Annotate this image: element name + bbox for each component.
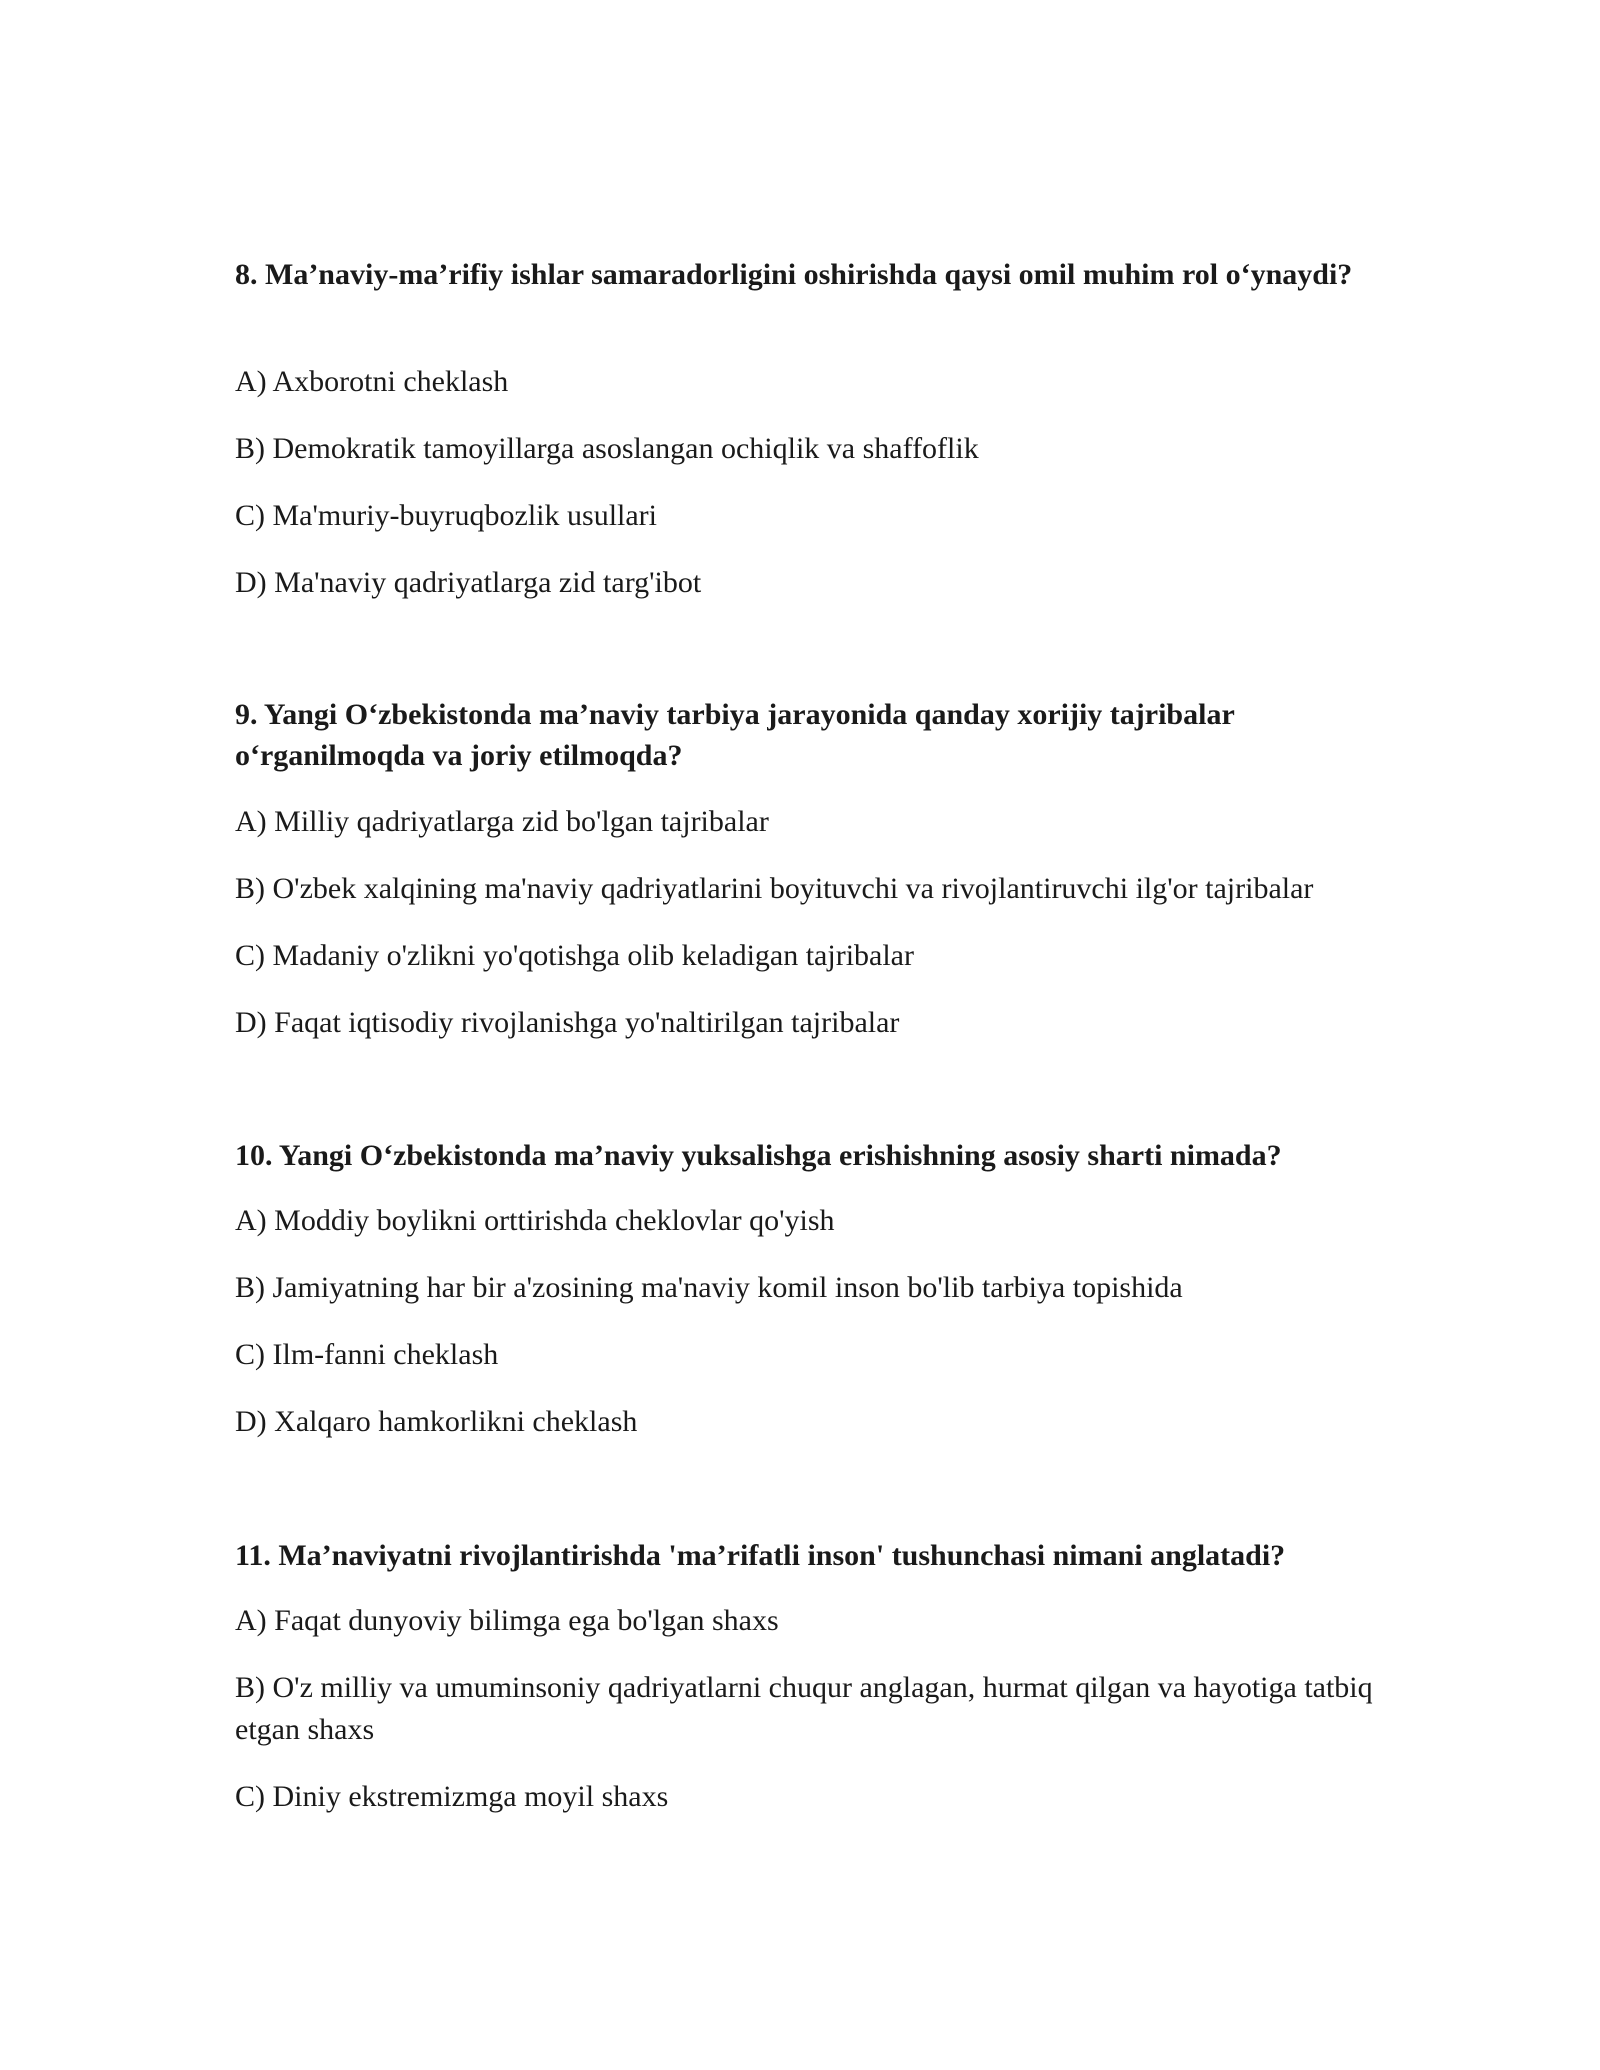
- answer-option-b: B) O'zbek xalqining ma'naviy qadriyatlarini boyituvchi va rivojlantiruvchi ilg'or tajribalar: [235, 872, 1314, 905]
- answer-option-d: D) Faqat iqtisodiy rivojlanishga yo'naltirilgan tajribalar: [235, 1006, 900, 1039]
- question-block-9: [235, 694, 1375, 1039]
- answer-option-b: B) O'z milliy va umuminsoniy qadriyatlarni chuqur anglagan, hurmat qilgan va hayotiga tatbiq etgan shaxs: [235, 1671, 1373, 1746]
- answer-option-b: B) Demokratik tamoyillarga asoslangan ochiqlik va shaffoflik: [235, 432, 979, 465]
- answer-option-c: C) Ilm-fanni cheklash: [235, 1338, 499, 1371]
- answer-option-c: C) Madaniy o'zlikni yo'qotishga olib keladigan tajribalar: [235, 939, 914, 972]
- answer-option-d: D) Ma'naviy qadriyatlarga zid targ'ibot: [235, 566, 702, 599]
- answer-option-d: D) Xalqaro hamkorlikni cheklash: [235, 1405, 638, 1438]
- answer-option-a: A) Moddiy boylikni orttirishda cheklovlar qo'yish: [235, 1204, 835, 1237]
- answer-option-c: C) Ma'muriy-buyruqbozlik usullari: [235, 499, 658, 532]
- answer-option-c: C) Diniy ekstremizmga moyil shaxs: [235, 1780, 669, 1813]
- answer-option-a: A) Milliy qadriyatlarga zid bo'lgan tajribalar: [235, 805, 769, 838]
- answer-option-a: A) Axborotni cheklash: [235, 365, 509, 398]
- question-block-11: [235, 1535, 1375, 1813]
- answer-option-b: B) Jamiyatning har bir a'zosining ma'naviy komil inson bo'lib tarbiya topishida: [235, 1271, 1183, 1304]
- question-block-8: [235, 254, 1375, 599]
- question-block-10: [235, 1135, 1375, 1438]
- question-text: 9. Yangi O‘zbekistonda ma’naviy tarbiya jarayonida qanday xorijiy tajribalar o‘rganilmoqda va joriy etilmoqda?: [235, 698, 1235, 772]
- answer-option-a: A) Faqat dunyoviy bilimga ega bo'lgan shaxs: [235, 1604, 779, 1637]
- question-text: 10. Yangi O‘zbekistonda ma’naviy yuksalishga erishishning asosiy sharti nimada?: [235, 1139, 1282, 1172]
- question-text: 8. Ma’naviy-ma’rifiy ishlar samaradorligini oshirishda qaysi omil muhim rol o‘ynaydi?: [235, 258, 1353, 291]
- question-text: 11. Ma’naviyatni rivojlantirishda 'ma’rifatli inson' tushunchasi nimani anglatadi?: [235, 1539, 1286, 1572]
